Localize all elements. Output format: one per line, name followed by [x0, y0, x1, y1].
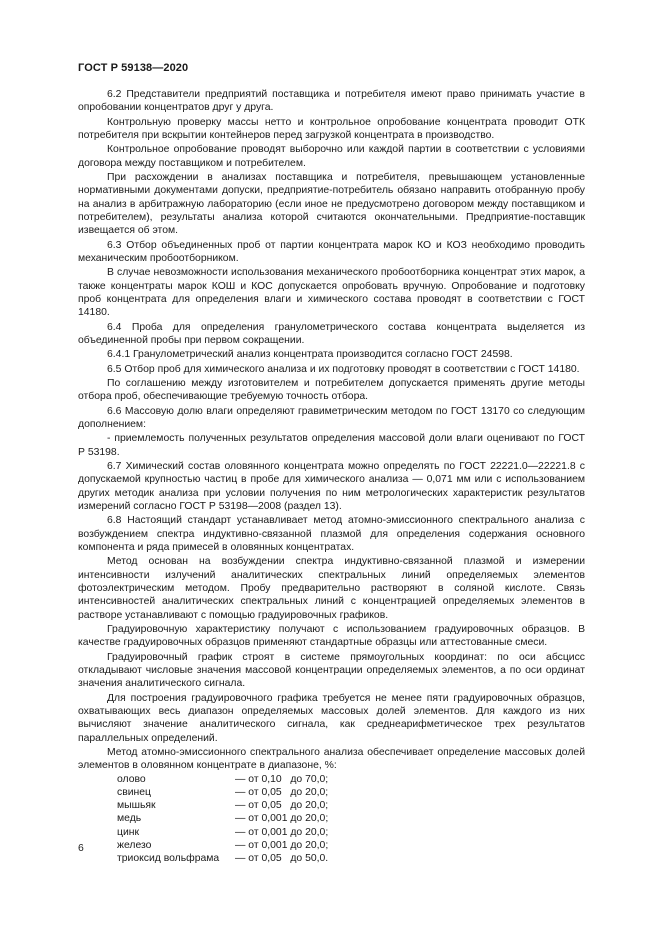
- list-item: [78, 852, 585, 865]
- element-name: цинк: [117, 826, 140, 838]
- paragraph-6-5: 6.5 Отбор проб для химического анализа и их подготовку проводят в соответствии с ГОСТ 14180.: [107, 363, 580, 375]
- document-header: ГОСТ Р 59138—2020: [78, 62, 189, 74]
- paragraph-6-8: 6.8 Настоящий стандарт устанавливает метод атомно-эмиссионного спектрального анализа с возбуждением спектра индуктивно-связанной плазмой для определения содержания основного компонента и ряда примесей в оловянных концентратах.: [78, 515, 585, 554]
- page-number: 6: [78, 843, 84, 854]
- element-range: — от 0,05 до 50,0.: [235, 853, 329, 865]
- element-range: — от 0,05 до 20,0;: [235, 786, 329, 798]
- paragraph-6-6: 6.6 Массовую долю влаги определяют гравиметрическим методом по ГОСТ 13170 со следующим дополнением:: [78, 405, 585, 431]
- document-body: [78, 88, 585, 866]
- paragraph-6-4-1: 6.4.1 Гранулометрический анализ концентрата производится согласно ГОСТ 24598.: [107, 349, 513, 361]
- list-item: [78, 799, 585, 812]
- paragraph: - приемлемость полученных результатов определения массовой доли влаги оценивают по ГОСТ Р 53198.: [78, 433, 585, 458]
- paragraph: Градуировочную характеристику получают с использованием градуировочных образцов. В качестве градуировочных образцов применяют стандартные образцы или аттестованные смеси.: [78, 623, 585, 649]
- list-item: [78, 786, 585, 799]
- list-item: [78, 773, 585, 786]
- paragraph-6-4: 6.4 Проба для определения гранулометрического состава концентрата выделяется из объединенной пробы при первом сокращении.: [78, 321, 585, 346]
- element-name: мышьяк: [117, 800, 156, 812]
- element-range: — от 0,001 до 20,0;: [235, 813, 329, 825]
- element-range: — от 0,05 до 20,0;: [235, 800, 329, 812]
- element-name: медь: [117, 813, 142, 825]
- element-name: железо: [117, 840, 152, 852]
- element-name: триоксид вольфрама: [117, 853, 220, 865]
- element-range-list: [78, 773, 585, 866]
- element-range: — от 0,001 до 20,0;: [235, 840, 329, 852]
- paragraph: По соглашению между изготовителем и потребителем допускается применять другие методы отбора проб, обеспечивающие требуемую точность отбора.: [78, 378, 585, 403]
- element-name: олово: [117, 773, 146, 785]
- paragraph: Метод основан на возбуждении спектра индуктивно-связанной плазмой и измерении интенсивности излучений аналитических спектральных линий определяемых элементов фотоэлектрическим методом. Пробу предварительно растворяют в соляной кислоте. Связь интенсивностей аналитических спектральных линий с концентрацией определяемых элементов в растворе устанавливают с помощью градуировочных графиков.: [78, 556, 585, 621]
- list-item: [78, 839, 585, 852]
- paragraph: При расхождении в анализах поставщика и потребителя, превышающем установленные нормативными документами допуски, предприятие-потребитель обязано направить отобранную пробу на анализ в арбитражную лабораторию (если иное не предусмотрено договором между поставщиком и потребителем), результаты анализа которой считаются окончательными. Предприятие-поставщик извещается об этом.: [78, 172, 585, 237]
- list-item: [78, 826, 585, 839]
- paragraph: Для построения градуировочного графика требуется не менее пяти градуировочных образцов, охватывающих весь диапазон определяемых массовых долей элементов. Для каждого из них вычисляют значение аналитического сигнала, как среднеарифметическое трех результатов параллельных определений.: [78, 692, 585, 744]
- paragraph: Контрольную проверку массы нетто и контрольное опробование концентрата проводит ОТК потребителя при вскрытии контейнеров перед загрузкой концентрата в производство.: [78, 116, 585, 141]
- element-range: — от 0,10 до 70,0;: [235, 773, 329, 785]
- paragraph: Градуировочный график строят в системе прямоугольных координат: по оси абсцисс откладывают числовые значения массовой концентрации определяемых элементов, а по оси ординат значения аналитического сигнала.: [78, 651, 585, 690]
- paragraph: Метод атомно-эмиссионного спектрального анализа обеспечивает определение массовых долей элементов в оловянном концентрате в диапазоне, %:: [78, 746, 585, 772]
- list-item: [78, 812, 585, 825]
- paragraph-6-3: 6.3 Отбор объединенных проб от партии концентрата марок КО и КОЗ необходимо проводить механическим пробоотборником.: [78, 239, 585, 264]
- paragraph-6-2: 6.2 Представители предприятий поставщика и потребителя имеют право принимать участие в опробовании концентратов друг у друга.: [78, 89, 585, 114]
- element-range: — от 0,001 до 20,0;: [235, 826, 329, 838]
- paragraph: В случае невозможности использования механического пробоотборника концентрат этих марок, а также концентраты марок КОШ и КОС допускается опробовать вручную. Опробование и подготовку проб концентрата для определения влаги и химического состава проводят в соответствии с ГОСТ 14180.: [78, 267, 585, 319]
- paragraph-6-7: 6.7 Химический состав оловянного концентрата можно определять по ГОСТ 22221.0—22221.8 с допускаемой крупностью частиц в пробе для химического анализа — 0,071 мм или с использованием других методик анализа при условии получения по ним метрологических характеристик результатов измерений согласно ГОСТ Р 53198—2008 (раздел 13).: [78, 461, 585, 513]
- paragraph: Контрольное опробование проводят выборочно или каждой партии в соответствии с условиями договора между поставщиком и потребителем.: [78, 144, 585, 169]
- element-name: свинец: [117, 786, 151, 798]
